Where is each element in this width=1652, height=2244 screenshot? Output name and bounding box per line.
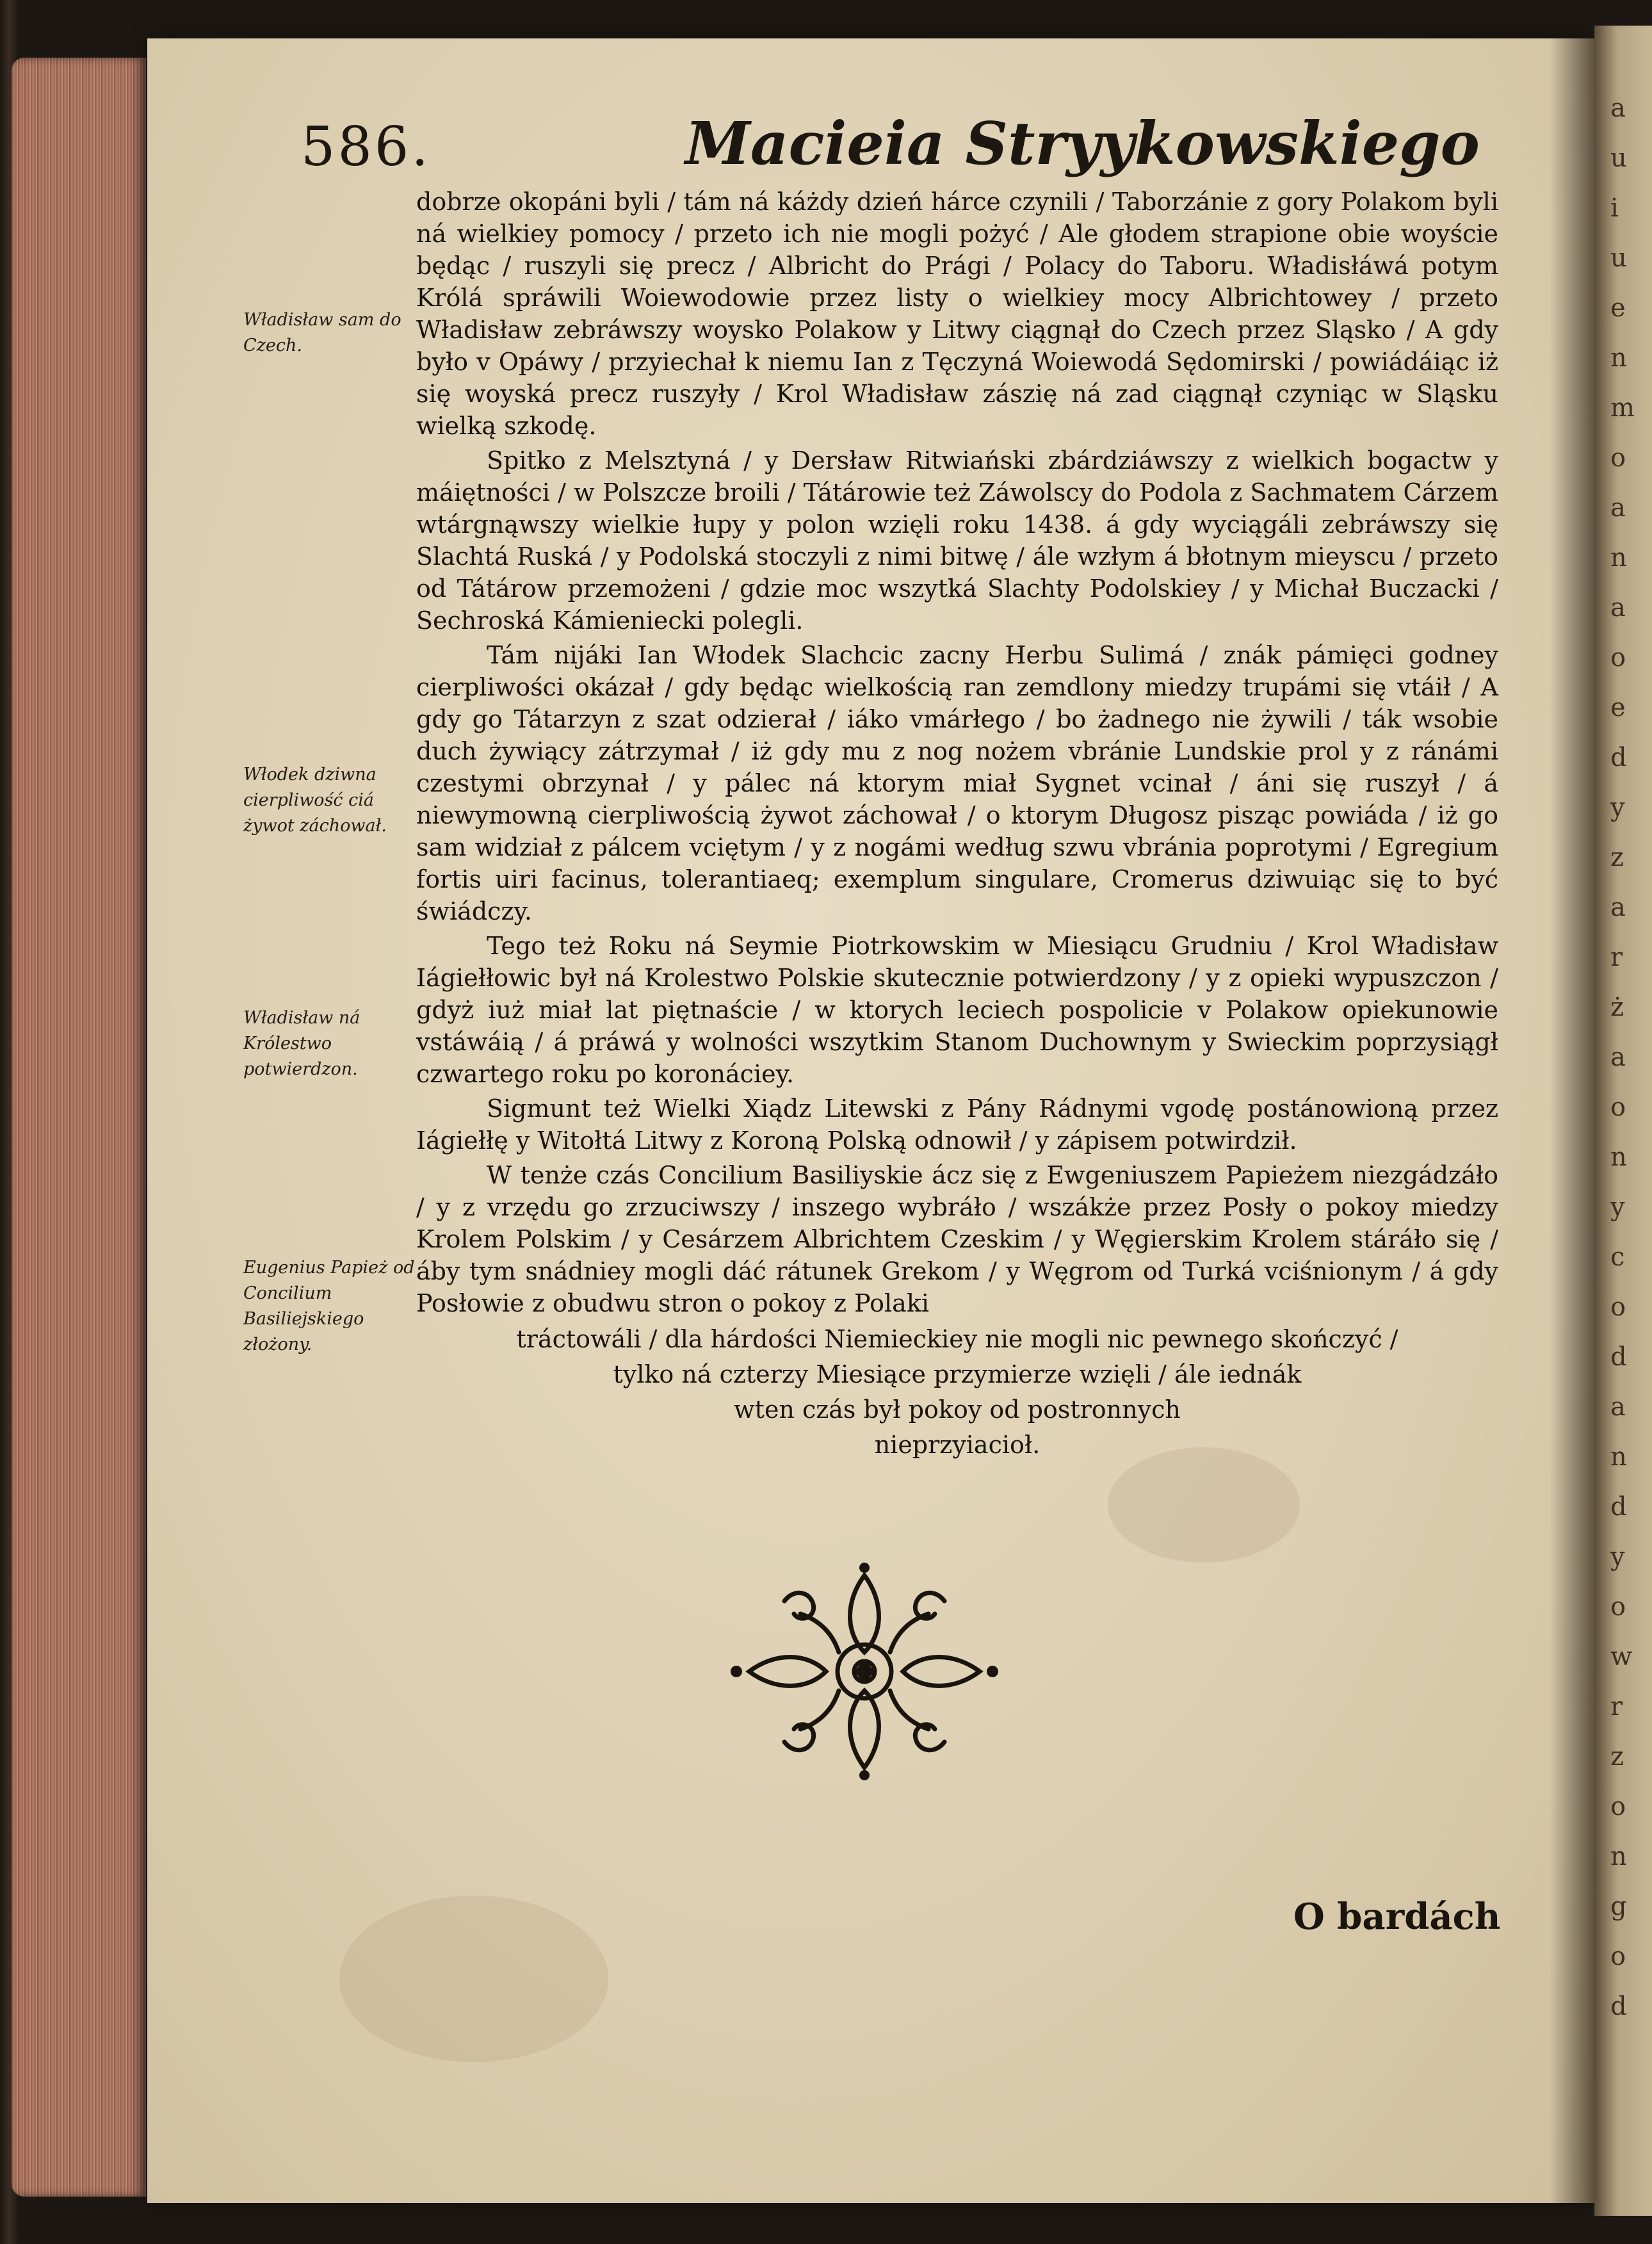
paragraph: Tám nijáki Ian Włodek Slachcic zacny Herbu Sulimá / znák pámięci godney cierpliwości okázał / gdy będąc wielkością ran zemdlony miedzy trupámi się vtáił / A gdy go Tátarzyn z szat odzierał / iáko vmárłego / bo żadnego nie żywili / ták wsobie duch żywiący zátrzymał / iż gdy mu z nog nożem vbránie Lundskie prol y z ránámi czestymi obrzynał / y pálec ná ktorym miał Sygnet vcinał / áni się ruszył / á niewymowną cierpliwością żywot záchował / o ktorym Długosz pisząc powiáda / iż go sam widział z pálcem vciętym / y z nogámi według szwu vbránia poprotymi / Egregium fortis uiri facinus, tolerantiaeq; exemplum singulare, Cromerus dziwuiąc się to być świádczy.	[416, 641, 1498, 925]
next-page-glyph: n	[1610, 343, 1627, 373]
next-page-glyph: i	[1610, 193, 1619, 223]
next-page-glyph: a	[1610, 1043, 1626, 1072]
margin-note: Władisław ná Królestwo potwierdzon.	[243, 1008, 360, 1079]
next-page-glyph: m	[1610, 393, 1635, 423]
next-page-glyph: d	[1610, 1492, 1627, 1522]
closing-line: wten czás był pokoy od postronnych	[734, 1395, 1181, 1424]
next-page-glyph: n	[1610, 1842, 1627, 1871]
closing-line: tylko ná czterzy Miesiące przymierze wzięli / ále iednák	[613, 1360, 1302, 1388]
paragraph: W tenże czás Concilium Basiliyskie ácz się z Ewgeniuszem Papieżem niezgádzáło / y z vrzędu go zrzuciwszy / inszego wybráło / wszákże przez Posły o pokoy miedzy Krolem Polskim / y Cesárzem Albrichtem Czeskim / y Węgierskim Krolem stáráło się / áby tym snádniey mogli dáć rátunek Grekom / y Węgrom od Turká vciśnionym / á gdy Posłowie z obudwu stron o pokoy z Polaki	[416, 1161, 1498, 1317]
next-page-glyph: r	[1610, 943, 1623, 972]
margin-note: Włodek dziwna cierpliwość ciá żywot záchował.	[243, 765, 387, 836]
margin-note: Eugenius Papież od Concilium Basiliejskiego złożony.	[243, 1258, 415, 1354]
next-page-glyph: n	[1610, 1142, 1627, 1172]
next-page-glyph: r	[1610, 1692, 1623, 1721]
next-page-glyph: w	[1610, 1642, 1633, 1671]
next-page-glyph: g	[1610, 1892, 1627, 1921]
next-page-glyph: o	[1610, 1292, 1626, 1322]
next-page-glyph: y	[1610, 793, 1625, 822]
body-text	[416, 186, 1498, 1463]
next-page-glyph: o	[1610, 1942, 1626, 1971]
running-title: Macieia Stryykowskiego	[685, 109, 1480, 178]
closing-line: tráctowáli / dla hárdości Niemieckiey nie mogli nic pewnego skończyć /	[516, 1325, 1398, 1353]
next-page-glyph: c	[1610, 1242, 1625, 1272]
next-page-glyph: a	[1610, 94, 1626, 123]
next-page-text	[1610, 83, 1649, 2031]
tailpiece-ornament-icon	[724, 1563, 1005, 1780]
next-page-glyph: n	[1610, 1442, 1627, 1472]
paragraph: Spitko z Melsztyná / y Dersław Ritwiański zbárdziáwszy z wielkich bogactw y máiętności / w Polszcze broili / Tátárowie też Záwolscy do Podola z Sachmatem Cárzem wtárgnąwszy wielkie łupy y polon wzięli roku 1438. á gdy wyciągáli zebráwszy się Slachtá Ruská / y Podolská stoczyli z nimi bitwę / ále wzłym á błotnym mieyscu / przeto od Tátárow przemożeni / gdzie moc wszytká Slachty Podolskiey / y Michał Buczacki / Sechroská Kámieniecki polegli.	[416, 446, 1498, 635]
next-page-glyph: e	[1610, 693, 1626, 722]
gutter-shadow	[1550, 38, 1594, 2203]
next-page-glyph: o	[1610, 1592, 1626, 1622]
next-page-glyph: u	[1610, 243, 1627, 273]
next-page-glyph: z	[1610, 1742, 1624, 1771]
next-page-glyph: a	[1610, 1392, 1626, 1422]
next-page-glyph: u	[1610, 143, 1627, 173]
next-page-glyph: o	[1610, 443, 1626, 473]
next-page-glyph: n	[1610, 543, 1627, 573]
next-page-glyph: ż	[1610, 993, 1624, 1022]
next-page-glyph: a	[1610, 593, 1626, 622]
margin-note: Władisław sam do Czech.	[243, 310, 401, 355]
paragraph: dobrze okopáni byli / tám ná káżdy dzień hárce czynili / Taborzánie z gory Polakom byli ná wielkiey pomocy / przeto ich nie mogli pożyć / Ale głodem strapione obie woyście będąc / ruszyli się precz / Albricht do Prági / Polacy do Taboru. Władisłáwá potym Królá spráwili Woiewodowie przez listy o wielkiey mocy Albrichtowey / przeto Władisław zebráwszy woysko Polakow y Litwy ciągnął do Czech przez Sląsko / A gdy było v Opáwy / przyiechał k niemu Ian z Tęczyná Woiewodá Sędomirski / powiádáiąc iż się woyská precz ruszyły / Krol Władisław zászię ná zad ciągnął czyniąc w Sląsku wielką szkodę.	[416, 188, 1498, 440]
page-edges	[12, 58, 146, 2197]
next-page-glyph: e	[1610, 293, 1626, 323]
next-page-glyph: y	[1610, 1192, 1625, 1222]
next-page-glyph: o	[1610, 1093, 1626, 1122]
closing-line: nieprzyiacioł.	[874, 1431, 1041, 1459]
next-page-glyph: z	[1610, 843, 1624, 872]
next-page-glyph: d	[1610, 1992, 1627, 2021]
paragraph: Tego też Roku ná Seymie Piotrkowskim w Miesiącu Grudniu / Krol Władisław Iágiełłowic był ná Krolestwo Polskie skutecznie potwierdzony / y z opieki wypuszczon / gdyż iuż miał lat piętnaście / w ktorych leciech pospolicie v Polakow opiekunowie vstáwáią / á práwá y wolności wszytkim Stanom Duchownym y Swieckim poprzysiągł czwartego roku po koronáciey.	[416, 932, 1498, 1088]
next-page-glyph: o	[1610, 1792, 1626, 1821]
paragraph: Sigmunt też Wielki Xiądz Litewski z Pány Rádnymi vgodę postánowioną przez Iágiełłę y Witołtá Litwy z Koroną Polską odnowił / y zápisem potwirdził.	[416, 1094, 1498, 1155]
closing-lines	[416, 1322, 1498, 1463]
page-header	[301, 109, 1530, 199]
next-page-glyph: y	[1610, 1542, 1625, 1572]
next-page-glyph: d	[1610, 743, 1627, 772]
catchword: O bardách	[1293, 1896, 1501, 1938]
page-number: 586.	[301, 115, 432, 178]
next-page-glyph: o	[1610, 643, 1626, 672]
next-page-glyph: a	[1610, 893, 1626, 922]
next-page-glyph: d	[1610, 1342, 1627, 1372]
next-page-glyph: a	[1610, 493, 1626, 523]
